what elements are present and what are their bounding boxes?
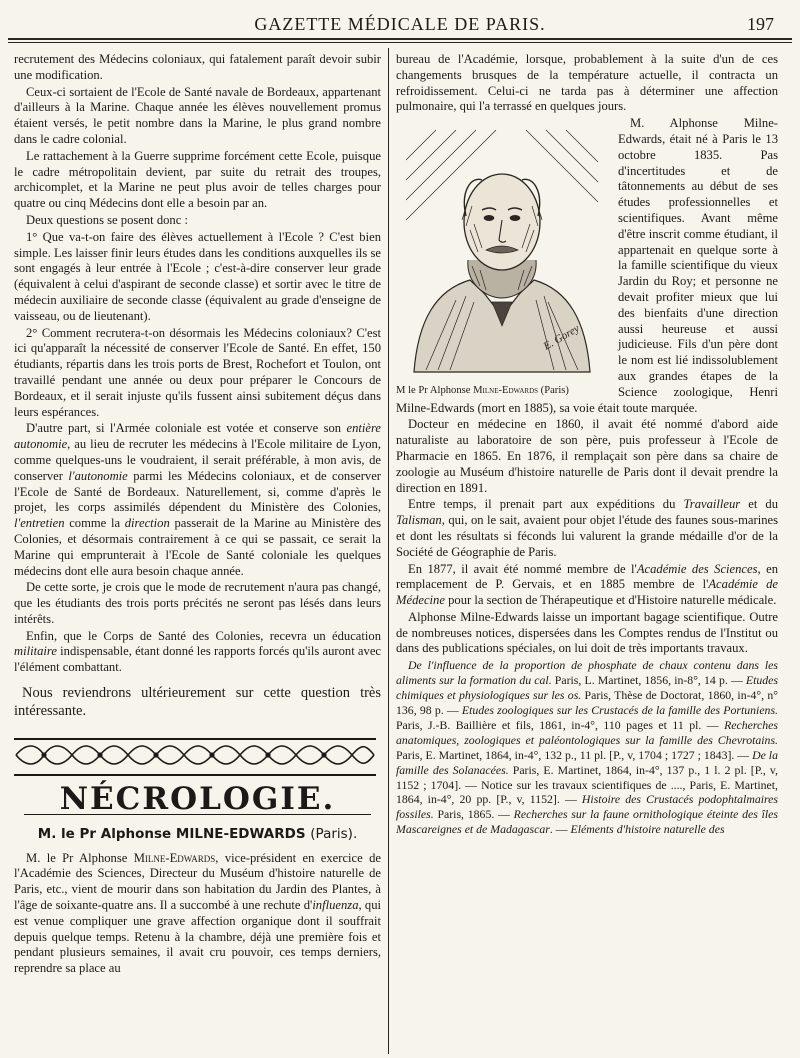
text-run: M le Pr Alphonse (396, 385, 474, 397)
emphasis: militaire (14, 644, 57, 659)
obituary-subhead (14, 827, 381, 843)
small-caps-name: Milne-Edwards (473, 385, 539, 397)
text-run: parmi les Médecins coloniaux, et de conserver l'Ecole de Santé de Bordeaux. Naturellement, si, comme d'après le projet, les corps assimilés dépendent du Ministère des Colonies, (14, 468, 381, 515)
text-run: , au lieu de recruter les médecins à l'Ecole militaire de Lyon, comme quelques-uns le voudraient, il serait préférable, à mon avis, de conserver (14, 437, 381, 483)
paragraph: Le rattachement à la Guerre supprime forcément cette Ecole, puisque le cadre métropolitain devient, par suite du retrait des troupes, archicomplet, et la Marine ne peut plus avoir de telles charges pour quatre ou cinq Médecins dont elle a besoin par an. (14, 148, 381, 211)
paragraph (396, 497, 778, 560)
paragraph (14, 851, 381, 977)
paragraph (14, 421, 381, 579)
emphasis: direction (124, 516, 170, 531)
subhead-place: (Paris). (310, 825, 358, 842)
emphasis: Recherches sur la faune ornithologique éteinte des îles Mascareignes et de Madagascar (396, 807, 778, 837)
text-run: Paris, 1865. — (433, 807, 514, 822)
engraver-signature: E. Gorey (541, 322, 582, 353)
emphasis: influenza (312, 898, 359, 913)
text-run: comme la (64, 516, 125, 531)
page-header (8, 14, 792, 40)
emphasis: De l'influence de la proportion de phosphate de chaux contenu dans les aliments sur la formation du cal. (396, 658, 778, 688)
ornamental-border (14, 738, 376, 776)
text-run: et du (740, 497, 778, 512)
text-run: Paris, J.-B. Baillière et fils, 1861, in-4°, 110 pages et 11 pl. — (396, 717, 725, 732)
ornament-scrollwork-icon (14, 740, 376, 770)
emphasis: Eléments d'histoire naturelle des (570, 822, 725, 837)
emphasis: l'autonomie (68, 468, 128, 483)
portrait-caption (396, 384, 610, 397)
necrology-title: NÉCROLOGIE. (59, 781, 336, 818)
closing-paragraph: Nous reviendrons ultérieurement sur cette question très intéressante. (14, 685, 381, 720)
paragraph: 2° Comment recrutera-t-on désormais les Médecins coloniaux? C'est ici qu'apparaît la nécessité de conserver l'Ecole de Santé. En effet, 150 étudiants, répartis dans les trois ports de Brest, Rochefort et Toulon, ont travaillé pendant une année ou deux pour préparer le Concours de Bordeaux, et il serait injuste qu'ils fussent ainsi subitement déçus dans leurs espérances. (14, 325, 381, 419)
text-run: Paris, E. Martinet, 1864, in-4°, 132 p., 11 pl. [P., v, 1704 ; 1727 ; 1843]. — (396, 747, 753, 762)
paragraph: M. Alphonse Milne-Edwards, était né à Paris le 13 octobre 1835. Pas d'incertitudes et de tâtonnements au début de ses études professionnelles et scientifiques. Avant même d'être inscrit comme étudiant, il appartenait en quelque sorte à la famille scientifique du vieux Jardin du Roy; et personne ne devait profiter mieux que lui des bienfaits d'une direction aussi heureuse et aussi judicieuse. Fils d'un père dont le nom est lié indissolublement aux grandes étapes de la Science zoologique, Henri Milne-Edwards (mort en 1885), sa voie était toute marquée. (396, 116, 778, 415)
text-run: En 1877, il avait été nommé membre de l' (408, 561, 637, 576)
text-run: . — (549, 822, 571, 837)
emphasis: Histoire des Crustacés podophtalmaires fossiles. (396, 792, 778, 822)
emphasis: Académie des Sciences (636, 561, 758, 576)
paragraph: bureau de l'Académie, lorsque, probablement à la suite d'un de ces changements brusques de la température actuelle, il contracta un refroidissement. Celui-ci ne tarda pas à déterminer une affection pulmonaire, qui l'a terrassé en quelques jours. (396, 52, 778, 114)
text-run: pour la section de Thérapeutique et d'Histoire naturelle médicale. (444, 593, 777, 608)
portrait-figure (396, 120, 610, 397)
left-column (14, 52, 381, 1054)
paragraph (14, 629, 381, 676)
paragraph (396, 562, 778, 609)
emphasis: Académie de Médecine (396, 577, 778, 608)
portrait-engraving-icon (396, 120, 608, 382)
text-run: (Paris) (538, 385, 569, 397)
page-number: 197 (747, 14, 774, 34)
journal-title: GAZETTE MÉDICALE DE PARIS. (254, 14, 546, 34)
text-run: Paris, L. Martinet, 1856, in-8°, 14 p. — (551, 673, 746, 688)
text-run: Paris, E. Martinet, 1864, in-4°, 137 p., 1 l. 2 pl. [P., v, 1152 ; 1704]. — Notice sur les travaux scientifiques de ...., Paris, E. Martinet, 1864, in-4°, 20 pp. [P., v, 1152]. — (396, 762, 778, 807)
text-run: passerait de la Marine au Ministère des Colonies, et désormais contrairement à ce qui se passait, ce serait la Marine qui emprunterait à l'Ecole de Santé coloniale les quelques médecins dont elle aura besoin chaque année. (14, 516, 381, 578)
paragraph: 1° Que va-t-on faire des élèves actuellement à l'Ecole ? C'est bien simple. Les laisser finir leurs études dans les conditions auxquelles ils se sont engagés à leur entrée à l'Ecole ; c'est-à-dire conserver leur grade (équivalent à celui d'aspirant de seconde classe) et sortir avec le titre de médecin auxiliaire de seconde classe (équivalent au grade d'enseigne de vaisseau, ou de lieutenant). (14, 229, 381, 323)
text-run: indispensable, étant donné les rapports forcés qu'ils auront avec l'élément combattant. (14, 644, 381, 675)
text-run: Enfin, que le Corps de Santé des Colonies, recevra un éducation (26, 628, 381, 643)
subhead-name: M. le Pr Alphonse MILNE-EDWARDS (37, 825, 306, 842)
text-run: D'autre part, si l'Armée coloniale est votée et conserve son (26, 421, 347, 436)
paragraph: Docteur en médecine en 1860, il avait été nommé d'abord aide naturaliste au laboratoire de son père, puis professeur à l'Ecole de Pharmacie en 1865. En 1876, il remplaçait son père dans sa chaire de zoologie au Muséum d'histoire naturelle de Paris dont il devait prendre la direction en 1891. (396, 417, 778, 495)
paragraph: Ceux-ci sortaient de l'Ecole de Santé navale de Bordeaux, appartenant d'ailleurs à la Marine. Chaque année les élèves nouvellement promus étaient versés, le petit nombre dans la Marine, le plus grand nombre dans le cadre colonial. (14, 84, 381, 146)
paragraph: Alphonse Milne-Edwards laisse un important bagage scientifique. Outre de nombreuses notices, dispersées dans les Comptes rendus de l'Institut ou dans des publications spéciales, on lui doit de très importants travaux. (396, 609, 778, 656)
paragraph: recrutement des Médecins coloniaux, qui fatalement paraît devoir subir une modification. (14, 52, 381, 82)
emphasis: De la famille des Solanacées. (396, 747, 778, 777)
text-run: , vice-président en exercice de l'Académie des Sciences, Directeur du Muséum d'histoire naturelle de Paris, etc., vient de mourir dans son habitation du Jardin des Plantes, à l'âge de soixante-quatre ans. Il a succombé à une rechute d' (14, 850, 381, 913)
emphasis: l'entretien (14, 516, 65, 531)
text-run: Entre temps, il prenait part aux expéditions du (408, 497, 684, 512)
bibliography (396, 658, 778, 837)
emphasis: Recherches anatomiques, zoologiques et paléontologiques sur la famille des Chevrotains. (396, 717, 778, 747)
right-column (396, 52, 778, 1054)
text-run: , en remplacement de P. Gervais, et en 1885 membre de l' (396, 561, 778, 592)
paragraph: Deux questions se posent donc : (26, 212, 188, 227)
text-run: , qui est venue compliquer une grave affection organique dont il souffrait depuis quelque temps. Retenu à la chambre, déjà une première fois et pendant plusieurs semaines, il avait cru pouvoir, ces temps derniers, reprendre sa place au (14, 898, 381, 976)
emphasis: Travailleur (683, 497, 741, 512)
column-divider (388, 48, 389, 1054)
text-run: M. le Pr Alphonse (26, 850, 134, 865)
small-caps-name: Milne-Edwards (133, 850, 216, 865)
emphasis: Etudes chimiques et physiologiques sur les os. (396, 673, 778, 703)
text-run: Paris, Thèse de Doctorat, 1860, in-4°, n° 136, 98 p. — (396, 688, 778, 717)
emphasis: entière autonomie (14, 421, 381, 452)
header-rule (8, 42, 792, 43)
emphasis: Etudes zoologiques sur les Crustacés de la famille des Portuniens. (461, 703, 778, 717)
text-run: , qui, on le sait, avaient pour objet l'étude des faunes sous-marines et dont les résultats si féconds lui valurent la grande médaille d'or de la Société de Géographie de Paris. (396, 513, 778, 559)
paragraph: De cette sorte, je crois que le mode de recrutement n'aura pas changé, que les étudiants des trois ports précités ne seront pas lésés dans leurs intérêts. (14, 580, 381, 626)
emphasis: Talisman (396, 513, 442, 528)
